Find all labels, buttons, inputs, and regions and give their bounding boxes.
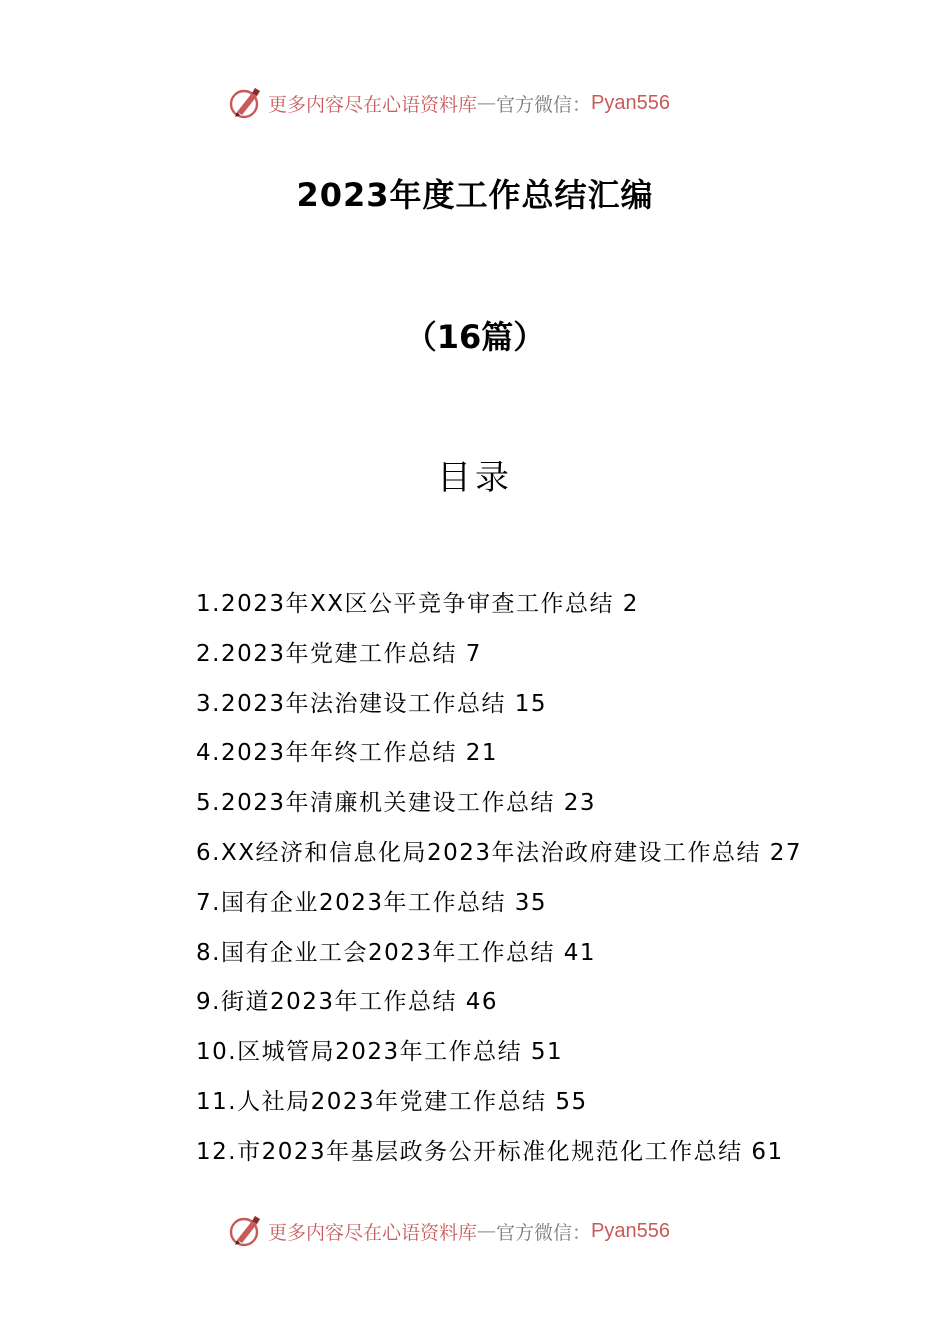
pen-logo-icon [228,1213,264,1249]
banner-wechat-id: Pyan556 [591,1219,670,1242]
table-of-contents [196,584,896,1182]
toc-item: 8.国有企业工会2023年工作总结 41 [196,939,597,966]
toc-item: 10.区城管局2023年工作总结 51 [196,1039,564,1066]
banner-wechat-label: 官方微信： [496,93,592,116]
toc-item: 2.2023年党建工作总结 7 [196,640,482,667]
banner-text: 更多内容尽在心语资料库 [268,93,478,116]
banner-wechat-label: 官方微信： [496,1221,592,1244]
banner-separator: — [477,1220,497,1242]
banner-text: 更多内容尽在心语资料库 [268,1221,478,1244]
document-subtitle: （16篇） [404,318,546,356]
toc-item: 5.2023年清廉机关建设工作总结 23 [196,790,597,817]
toc-item: 3.2023年法治建设工作总结 15 [196,690,548,717]
toc-item: 7.国有企业2023年工作总结 35 [196,889,548,916]
banner-wechat-id: Pyan556 [591,91,670,114]
toc-heading: 目录 [437,458,513,498]
footer-banner [228,1211,670,1251]
toc-item: 11.人社局2023年党建工作总结 55 [196,1088,588,1115]
toc-item: 6.XX经济和信息化局2023年法治政府建设工作总结 27 [196,839,803,866]
toc-item: 1.2023年XX区公平竞争审查工作总结 2 [196,591,639,617]
toc-item: 12.市2023年基层政务公开标准化规范化工作总结 61 [196,1138,784,1165]
toc-item: 4.2023年年终工作总结 21 [196,740,499,767]
pen-logo-icon [228,85,264,121]
banner-separator: — [477,92,497,114]
header-banner [228,83,670,123]
document-title: 2023年度工作总结汇编 [296,176,654,214]
toc-item: 9.街道2023年工作总结 46 [196,989,499,1016]
